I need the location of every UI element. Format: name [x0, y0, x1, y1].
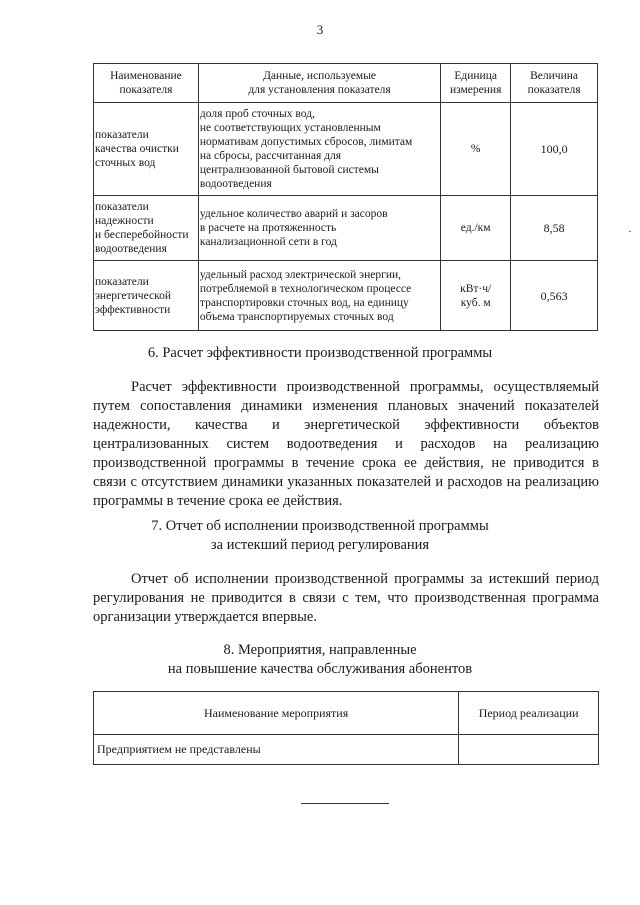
cell-text: 100,0 — [540, 142, 568, 156]
section6-heading: 6. Расчет эффективности производственной программы — [147, 345, 493, 361]
indicator-unit-cell — [441, 261, 511, 331]
table-row — [94, 261, 598, 331]
cell-text: удельное количество аварий и засоров в расчете на протяженность канализационной сети в год — [199, 208, 388, 248]
cell-text: удельный расход электрической энергии, потребляемой в технологическом процессе транспортировки сточных вод, на единицу объема транспортируемых сточных вод — [199, 268, 412, 323]
indicator-unit-cell — [441, 103, 511, 196]
margin-mark: · — [628, 226, 632, 238]
cell-text: Наименование показателя — [110, 70, 182, 96]
section8-heading-line1: 8. Мероприятия, направленные — [223, 642, 417, 658]
table-row — [94, 735, 599, 765]
indicator-data-cell — [198, 103, 440, 196]
section7-heading-line2: за истекший период регулирования — [210, 537, 430, 553]
measures-table — [93, 691, 599, 765]
table-row — [94, 196, 598, 261]
cell-text: ед./км — [460, 222, 491, 234]
cell-text: % — [470, 143, 481, 155]
cell-text: показатели энергетической эффективности — [95, 275, 171, 316]
indicators-table — [93, 63, 598, 331]
cell-text: Величина показателя — [527, 70, 581, 96]
header-period: Период реализации — [459, 692, 599, 735]
indicator-value-cell — [511, 196, 598, 261]
cell-text: доля проб сточных вод, не соответствующих установленным нормативам допустимых сбросов, лимитам на сбросы, рассчитанная для централизованной бытовой системы водоотведения — [199, 108, 413, 190]
header-unit — [441, 64, 511, 103]
cell-text: 8,58 — [543, 221, 565, 235]
section8-heading-line2: на повышение качества обслуживания абонентов — [167, 661, 473, 677]
section7-heading-line1: 7. Отчет об исполнении производственной программы — [151, 518, 489, 534]
section6-paragraph: Расчет эффективности производственной программы, осуществляемый путем сопоставления динамики изменения плановых значений показателей надежности, качества и энергетической эффективности объектов централизованных систем водоотведения и расходов на реализацию производственной программы в течение срока ее действия, не приводится в связи с отсутствием динамики указанных показателей и расходов на реализацию программы в течение срока ее действия. — [93, 379, 599, 509]
cell-text: показатели качества очистки сточных вод — [95, 129, 179, 169]
indicator-name-cell — [94, 196, 199, 261]
cell-text: 0,563 — [540, 288, 568, 303]
table-header-row — [94, 64, 598, 103]
indicator-name-cell — [94, 103, 199, 196]
page-number: 3 — [316, 22, 324, 37]
header-indicator-name — [94, 64, 199, 103]
section7-paragraph: Отчет об исполнении производственной программы за истекший период регулирования не приводится в связи с тем, что производственная программа организации утверждается впервые. — [93, 571, 599, 625]
header-measure-name: Наименование мероприятия — [94, 692, 459, 735]
cell-text: показатели надежности и бесперебойности водоотведения — [95, 201, 189, 255]
header-data — [198, 64, 440, 103]
indicator-data-cell — [198, 261, 440, 331]
cell-text: Единица измерения — [449, 70, 502, 96]
indicator-name-cell — [94, 261, 199, 331]
cell-text: кВт·ч/ куб. м — [460, 282, 492, 309]
table-header-row — [94, 692, 599, 735]
table-row — [94, 103, 598, 196]
closing-rule — [301, 803, 389, 804]
indicator-data-cell — [198, 196, 440, 261]
indicator-value-cell — [511, 103, 598, 196]
measure-name-cell: Предприятием не представлены — [94, 735, 459, 765]
measure-period-cell — [459, 735, 599, 765]
cell-text: Данные, используемые для установления показателя — [248, 70, 391, 96]
indicator-unit-cell — [441, 196, 511, 261]
header-value — [511, 64, 598, 103]
indicator-value-cell — [511, 261, 598, 331]
